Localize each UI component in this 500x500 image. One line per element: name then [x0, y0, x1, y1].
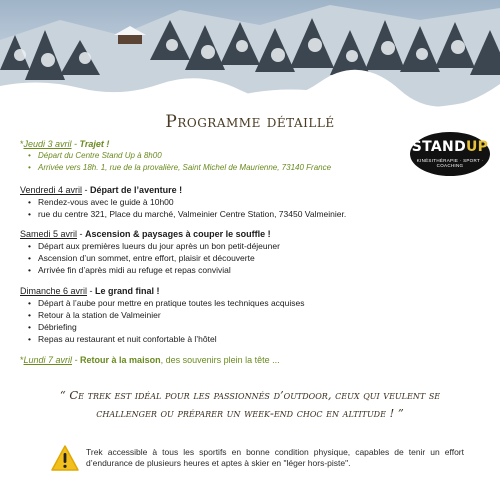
- day-friday: Vendredi 4 avril - Départ de l’aventure ! • Rendez-vous avec le guide à 10h00 • rue du centre 321, Place du marché, Valmeinier Centre Station, 73450 Valmeinier.: [20, 184, 346, 220]
- list-item: • Ascension d’un sommet, entre effort, plaisir et découverte: [38, 252, 280, 264]
- day-headline: Départ de l’aventure !: [90, 185, 183, 195]
- logo-wordmark: STANDUP: [411, 139, 489, 155]
- list-item: • Départ aux premières lueurs du jour après un bon petit-déjeuner: [38, 240, 280, 252]
- day-date: Lundi 7 avril: [23, 355, 73, 365]
- footnote-text: Trek accessible à tous les sportifs en bonne condition physique, capables de tenir un effort d’endurance de plusieurs heures et aptes à skier en "léger hors-piste".: [86, 447, 464, 468]
- day-tail: , des souvenirs plein la tête ...: [160, 355, 280, 365]
- day-items: [20, 297, 305, 345]
- list-item: • Arrivée fin d’après midi au refuge et repas convivial: [38, 264, 280, 276]
- day-saturday: Samedi 5 avril - Ascension & paysages à couper le souffle ! • Départ aux premières lueurs du jour après un bon petit-déjeuner • Ascension d’un sommet, entre effort, plaisir et découverte • Arrivée fin d’après midi au refuge et repas convivial: [20, 228, 280, 276]
- day-sunday: Dimanche 6 avril - Le grand final ! • Départ à l’aube pour mettre en pratique toutes les techniques acquises • Retour à la station de Valmeinier • Débriefing • Repas au restaurant et nuit confortable à l’hôtel: [20, 285, 305, 345]
- stand-up-logo: [410, 132, 490, 176]
- day-headline: Trajet !: [79, 139, 110, 149]
- day-headline: Retour à la maison: [80, 355, 161, 365]
- page-title: Programme détaillé: [165, 112, 335, 132]
- list-item: • Rendez-vous avec le guide à 10h00: [38, 196, 346, 208]
- day-date: Vendredi 4 avril: [20, 185, 83, 195]
- list-item: • Repas au restaurant et nuit confortable à l’hôtel: [38, 333, 305, 345]
- list-item: • Débriefing: [38, 321, 305, 333]
- list-item: • Arrivée vers 18h. 1, rue de la provalière, Saint Michel de Maurienne, 73140 France: [38, 162, 331, 174]
- warning-triangle-icon: [50, 444, 80, 472]
- list-item: • Retour à la station de Valmeinier: [38, 309, 305, 321]
- list-item: • rue du centre 321, Place du marché, Valmeinier Centre Station, 73450 Valmeinier.: [38, 208, 346, 220]
- list-item: • Départ à l’aube pour mettre en pratique toutes les techniques acquises: [38, 297, 305, 309]
- day-date: Samedi 5 avril: [20, 229, 78, 239]
- day-thursday: *Jeudi 3 avril - Trajet ! • Départ du Centre Stand Up à 8h00 • Arrivée vers 18h. 1, rue de la provalière, Saint Michel de Maurienne, 73140 France: [20, 138, 331, 174]
- day-items: [20, 196, 346, 220]
- hero-snowy-forest-image: [0, 0, 500, 108]
- list-item: • Départ du Centre Stand Up à 8h00: [38, 150, 331, 162]
- day-monday: *Lundi 7 avril - Retour à la maison, des souvenirs plein la tête ...: [20, 355, 280, 365]
- day-date: Dimanche 6 avril: [20, 286, 88, 296]
- logo-tagline: KINÉSITHÉRAPIE · SPORT · COACHING: [416, 158, 484, 168]
- day-headline: Le grand final !: [95, 286, 160, 296]
- day-date: Jeudi 3 avril: [23, 139, 72, 149]
- quote-text: “ Ce trek est idéal pour les passionnés d’outdoor, ceux qui veulent se challenger ou préparer un week-end choc en altitude ! ”: [59, 388, 441, 420]
- day-items: [20, 150, 331, 174]
- day-items: [20, 240, 280, 276]
- day-headline: Ascension & paysages à couper le souffle !: [85, 229, 271, 239]
